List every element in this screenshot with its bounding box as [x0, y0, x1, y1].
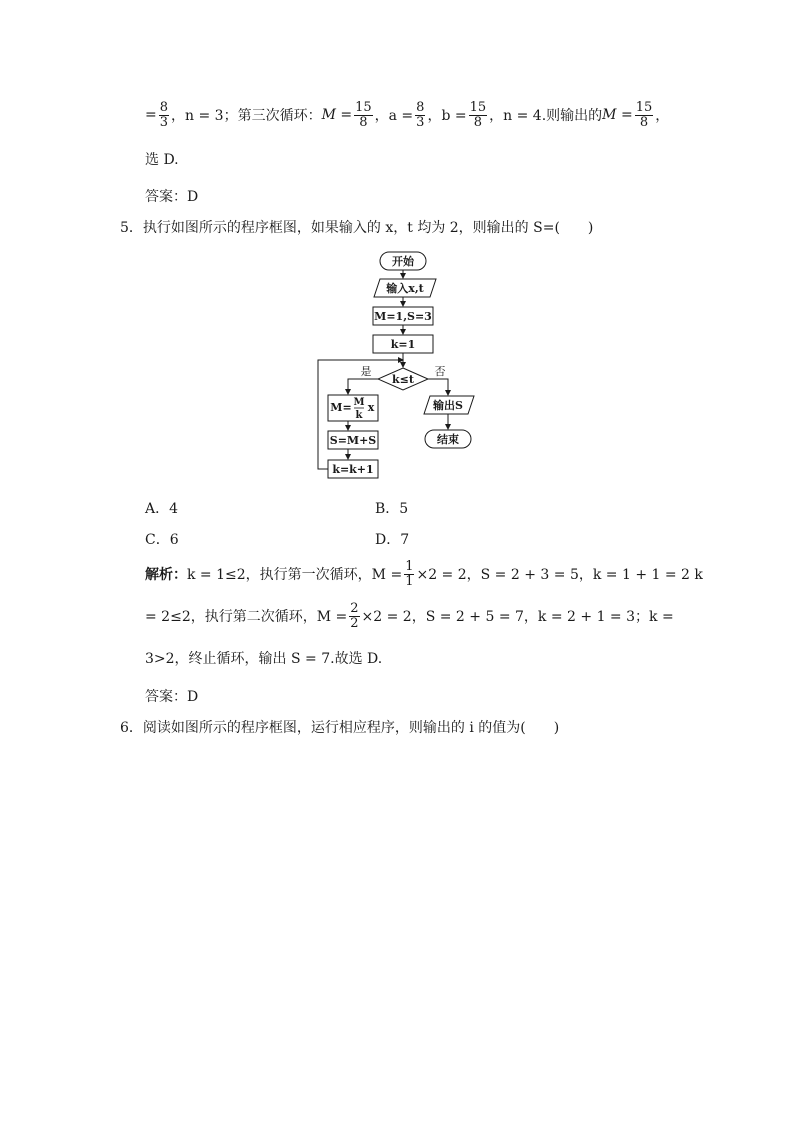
yes-label: 是	[360, 365, 372, 378]
end-label: 结束	[437, 433, 459, 446]
input-label: 输入x,t	[386, 282, 424, 295]
init-label: M=1,S=3	[374, 310, 432, 323]
m-update-lhs: M=	[330, 401, 352, 414]
condition-label: k≤t	[392, 373, 414, 386]
solution-text: = 2≤2，执行第二次循环，M =	[145, 609, 348, 625]
m-update-den: k	[355, 410, 363, 421]
fraction-15-8: $\frac{15}{8}$	[355, 99, 372, 130]
b-equals: ，b =	[427, 108, 467, 124]
start-label: 开始	[392, 255, 414, 268]
fraction-8-3: $\frac{8}{3}$	[159, 99, 169, 130]
intro-line-2: 选 D.	[145, 152, 179, 168]
solution-text: ×2 = 2，S = 2 + 3 = 5，k = 1 + 1 = 2 k	[416, 567, 703, 583]
intro-line-1	[145, 100, 669, 130]
output-label: 输出S	[433, 399, 463, 412]
no-label: 否	[434, 365, 446, 378]
eq-sign: =	[145, 107, 157, 123]
text-segment-output: ，n = 4.则输出的	[489, 108, 603, 124]
k-update-label: k=k+1	[332, 463, 374, 476]
question-5-stem: 5．执行如图所示的程序框图，如果输入的 x，t 均为 2，则输出的 S=( )	[120, 220, 594, 236]
option-b: B．5	[375, 501, 409, 517]
question-6-stem: 6．阅读如图所示的程序框图，运行相应程序，则输出的 i 的值为( )	[120, 720, 560, 736]
answer-q5: 答案：D	[145, 689, 199, 705]
answer-q4: 答案：D	[145, 189, 199, 205]
fraction-1-1: $\frac{1}{1}$	[405, 558, 414, 589]
s-update-label: S=M+S	[329, 434, 377, 447]
solution-label: 解析：	[145, 567, 187, 583]
fraction-2-2: $\frac{2}{2}$	[350, 600, 359, 631]
a-equals: ，a =	[374, 108, 414, 124]
text-segment: ，n = 3；第三次循环：	[171, 108, 322, 124]
fraction-15-8-c: $\frac{15}{8}$	[635, 99, 653, 130]
comma: ，	[655, 108, 670, 124]
k-init-label: k=1	[390, 338, 416, 351]
flowchart	[312, 248, 552, 488]
solution-line-3: 3>2，终止循环，输出 S = 7.故选 D.	[145, 651, 383, 667]
fraction-15-8-b: $\frac{15}{8}$	[469, 99, 487, 130]
solution-line-2	[145, 601, 674, 631]
m-equals-2: M =	[602, 107, 633, 123]
option-c: C．6	[145, 532, 179, 548]
m-update-rhs: x	[367, 401, 375, 414]
solution-text: ×2 = 2，S = 2 + 5 = 7，k = 2 + 1 = 3；k =	[361, 609, 674, 625]
option-a: A．4	[145, 501, 179, 517]
m-equals: M =	[321, 107, 353, 123]
m-update-num: M	[353, 397, 365, 408]
solution-text: k = 1≤2，执行第一次循环，M =	[187, 567, 403, 583]
solution-line-1	[145, 559, 703, 589]
option-d: D．7	[375, 532, 410, 548]
fraction-8-3-b: $\frac{8}{3}$	[416, 99, 425, 130]
